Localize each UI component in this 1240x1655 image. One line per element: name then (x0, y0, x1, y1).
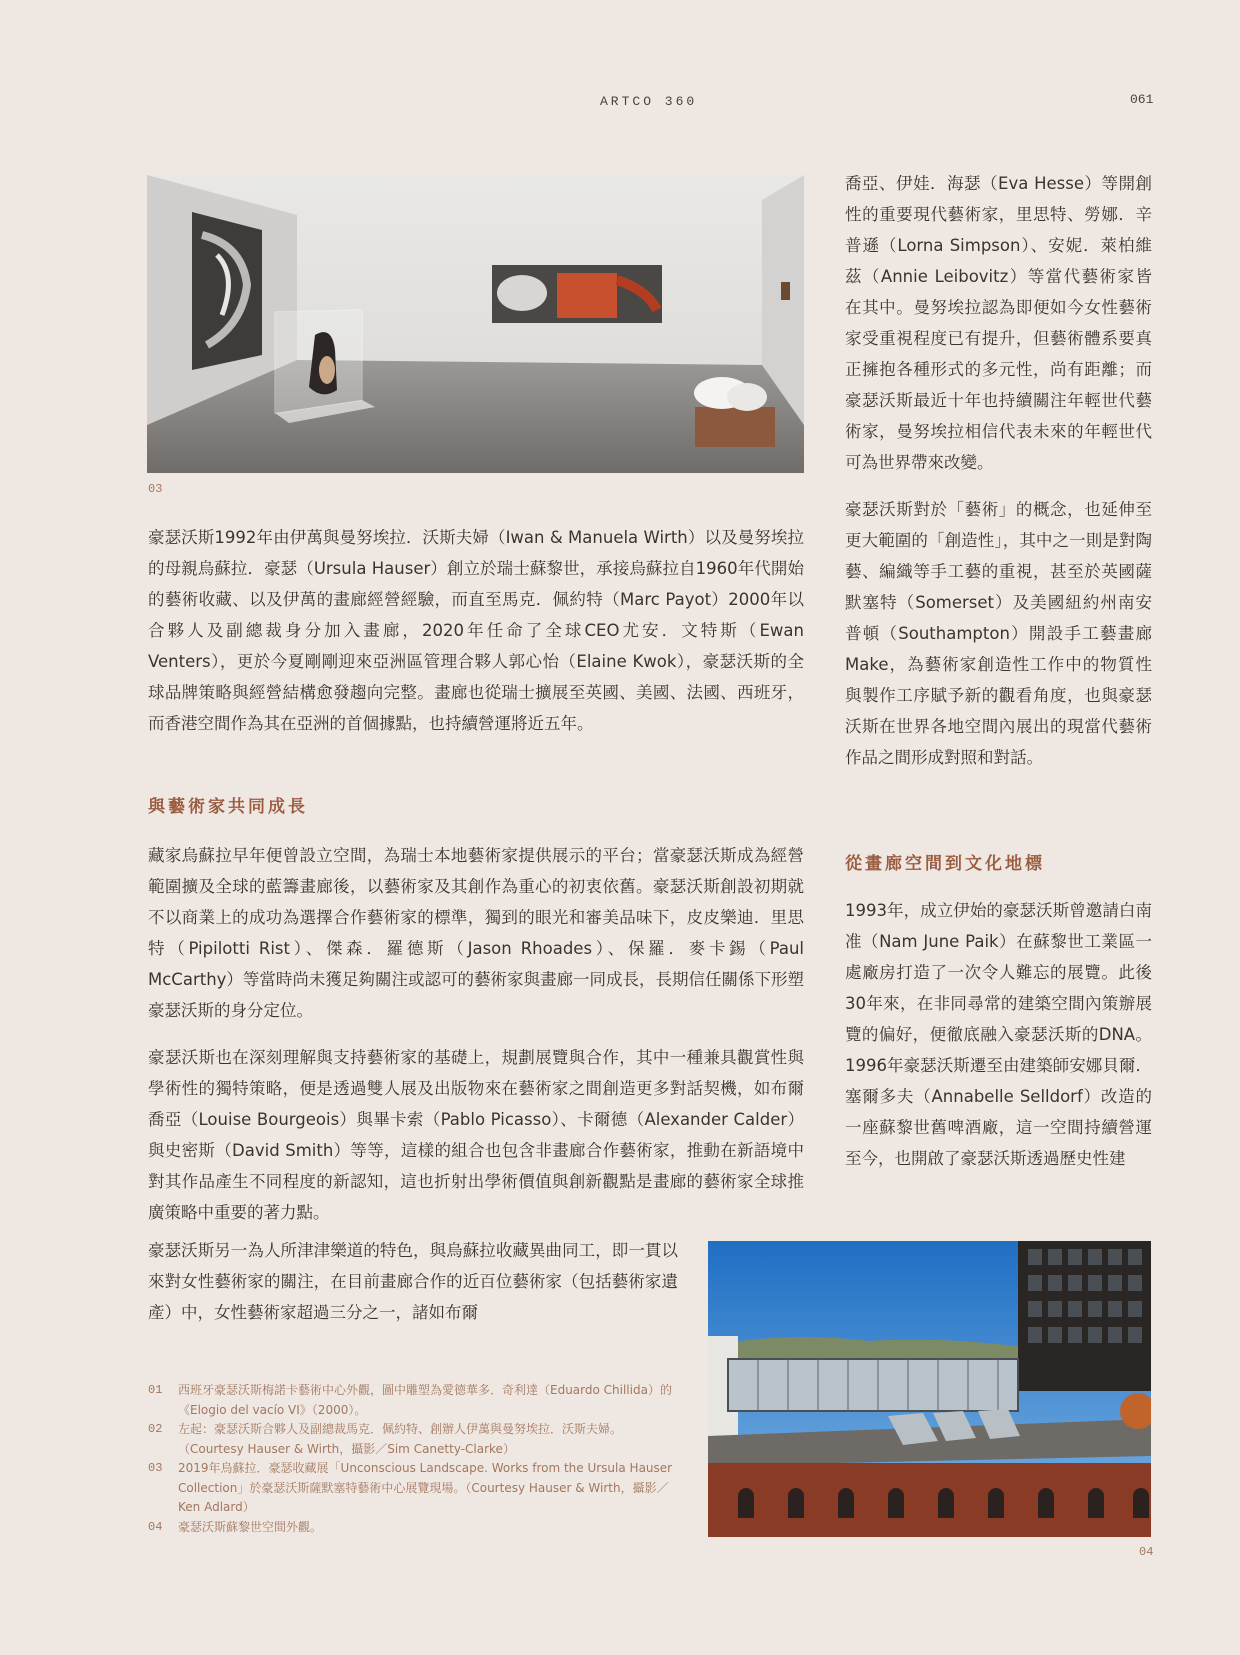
caption-row (148, 1518, 678, 1538)
paragraph: 藏家烏蘇拉早年便曾設立空間，為瑞士本地藝術家提供展示的平台；當豪瑟沃斯成為經營範圍擴及全球的藍籌畫廊後，以藝術家及其創作為重心的初衷依舊。豪瑟沃斯創設初期就不以商業上的成功為選擇合作藝術家的標準，獨到的眼光和審美品味下，皮皮樂迪．里思特（Pipilotti Rist）、傑森．羅德斯（Jason Rhoades）、保羅．麥卡錫（Paul McCarthy）等當時尚未獲足夠關注或認可的藝術家與畫廊一同成長，長期信任關係下形塑豪瑟沃斯的身分定位。 (148, 846, 804, 1020)
gallery-interior-photo (147, 175, 804, 473)
paragraph: 豪瑟沃斯1992年由伊萬與曼努埃拉．沃斯夫婦（Iwan & Manuela Wirth）以及曼努埃拉的母親烏蘇拉．豪瑟（Ursula Hauser）創立於瑞士蘇黎世，承接烏蘇拉自1960年代開始的藝術收藏、以及伊萬的畫廊經營經驗，而直至馬克．佩約特（Marc Payot）2000年以合夥人及副總裁身分加入畫廊，2020年任命了全球CEO尤安．文特斯（Ewan Venters），更於今夏剛剛迎來亞洲區管理合夥人郭心怡（Elaine Kwok），豪瑟沃斯的全球品牌策略與經營結構愈發趨向完整。畫廊也從瑞士擴展至英國、美國、法國、西班牙，而香港空間作為其在亞洲的首個據點，也持續營運將近五年。 (148, 528, 804, 733)
paragraph: 1993年，成立伊始的豪瑟沃斯曾邀請白南准（Nam June Paik）在蘇黎世工業區一處廠房打造了一次令人難忘的展覽。此後30年來，在非同尋常的建築空間內策辦展覽的偏好，便徹底融入豪瑟沃斯的DNA。1996年豪瑟沃斯遷至由建築師安娜貝爾．塞爾多夫（Annabelle Selldorf）改造的一座蘇黎世舊啤酒廠，這一空間持續營運至今，也開啟了豪瑟沃斯透過歷史性建 (845, 901, 1152, 1168)
left-column-text-2 (148, 840, 804, 1244)
figure-03-label: 03 (148, 482, 163, 496)
caption-text: 西班牙豪瑟沃斯梅諾卡藝術中心外觀，圖中雕塑為愛德華多．奇利達（Eduardo Chillida）的《Elogio del vacío VI》（2000）。 (178, 1383, 672, 1417)
figure-04-label: 04 (1139, 1545, 1154, 1559)
caption-number: 01 (148, 1383, 163, 1397)
zurich-building-photo (708, 1241, 1151, 1537)
paragraph: 豪瑟沃斯另一為人所津津樂道的特色，與烏蘇拉收藏異曲同工，即一貫以來對女性藝術家的關注，在目前畫廊合作的近百位藝術家（包括藝術家遺產）中，女性藝術家超過三分之一，諸如布爾 (148, 1241, 678, 1322)
section-heading-landmark: 從畫廊空間到文化地標 (845, 854, 1045, 874)
photo-captions (148, 1381, 678, 1537)
right-column-text (845, 168, 1152, 789)
right-column-text-2 (845, 895, 1152, 1190)
caption-row (148, 1420, 678, 1459)
caption-row (148, 1459, 678, 1518)
page-number: 061 (1130, 92, 1154, 107)
caption-text: 豪瑟沃斯蘇黎世空間外觀。 (178, 1519, 323, 1534)
left-column-text (148, 522, 804, 755)
magazine-title: ARTCO 360 (600, 94, 698, 109)
caption-number: 02 (148, 1422, 163, 1436)
left-column-text-3 (148, 1235, 678, 1344)
caption-text: 左起：豪瑟沃斯合夥人及副總裁馬克．佩約特、創辦人伊萬與曼努埃拉．沃斯夫婦。（Courtesy Hauser & Wirth，攝影／Sim Canetty-Clarke） (178, 1422, 623, 1456)
section-heading-artists: 與藝術家共同成長 (148, 797, 308, 817)
caption-row (148, 1381, 678, 1420)
paragraph: 豪瑟沃斯也在深刻理解與支持藝術家的基礎上，規劃展覽與合作，其中一種兼具觀賞性與學術性的獨特策略，便是透過雙人展及出版物來在藝術家之間創造更多對話契機，如布爾喬亞（Louise Bourgeois）與畢卡索（Pablo Picasso）、卡爾德（Alexander Calder）與史密斯（David Smith）等等，這樣的組合也包含非畫廊合作藝術家，推動在新語境中對其作品產生不同程度的新認知，這也折射出學術價值與創新觀點是畫廊的藝術家全球推廣策略中重要的著力點。 (148, 1048, 804, 1222)
caption-number: 03 (148, 1461, 163, 1475)
caption-text: 2019年烏蘇拉．豪瑟收藏展「Unconscious Landscape. Works from the Ursula Hauser Collection」於豪瑟沃斯薩默塞特藝術中心展覽現場。（Courtesy Hauser & Wirth，攝影／Ken Adlard） (178, 1461, 673, 1514)
paragraph: 喬亞、伊娃．海瑟（Eva Hesse）等開創性的重要現代藝術家，里思特、勞娜．辛普遜（Lorna Simpson）、安妮．萊柏維茲（Annie Leibovitz）等當代藝術家皆在其中。曼努埃拉認為即便如今女性藝術家受重視程度已有提升，但藝術體系要真正擁抱各種形式的多元性，尚有距離；而豪瑟沃斯最近十年也持續關注年輕世代藝術家，曼努埃拉相信代表未來的年輕世代可為世界帶來改變。 (845, 174, 1152, 472)
caption-number: 04 (148, 1519, 163, 1534)
paragraph: 豪瑟沃斯對於「藝術」的概念，也延伸至更大範圍的「創造性」，其中之一則是對陶藝、編織等手工藝的重視，甚至於英國薩默塞特（Somerset）及美國紐約州南安普頓（Southampton）開設手工藝畫廊Make，為藝術家創造性工作中的物質性與製作工序賦予新的觀看角度，也與豪瑟沃斯在世界各地空間內展出的現當代藝術作品之間形成對照和對話。 (845, 500, 1152, 767)
